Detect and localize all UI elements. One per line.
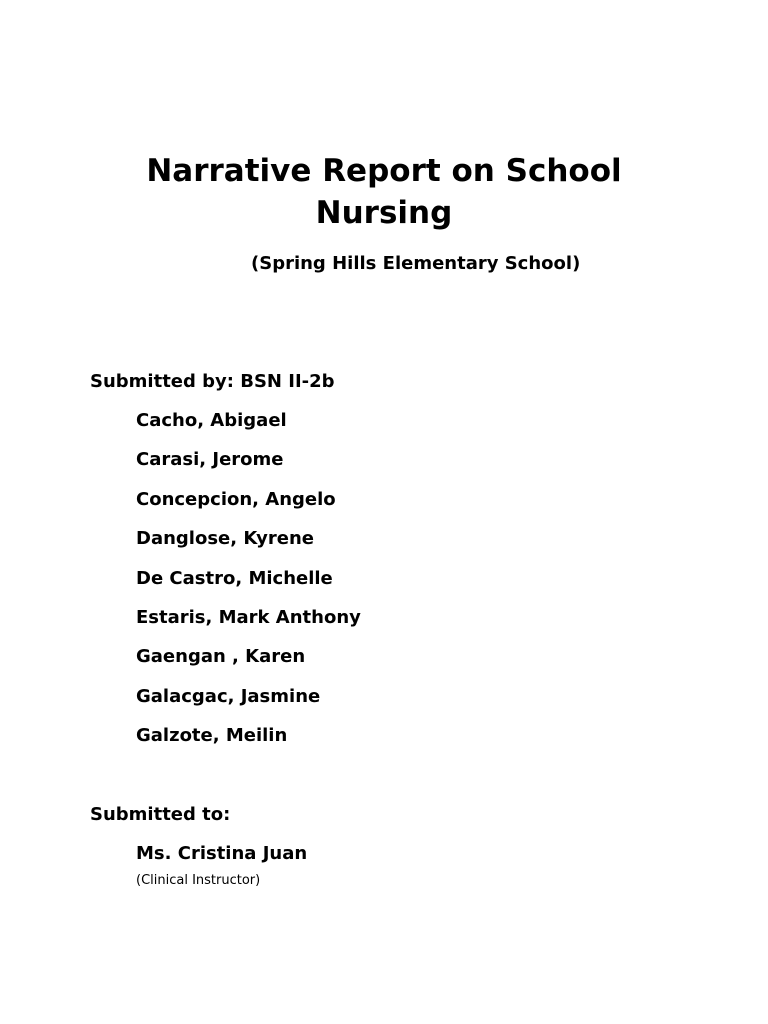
submitted-by-label: Submitted by: BSN II-2b [90,371,335,392]
document-subtitle: (Spring Hills Elementary School) [251,253,581,274]
list-item: Estaris, Mark Anthony [136,606,361,628]
list-item: De Castro, Michelle [136,567,333,589]
list-item: Cacho, Abigael [136,410,287,431]
list-item: Galzote, Meilin [136,725,288,747]
list-item: Concepcion, Angelo [136,488,336,510]
submitted-to-label: Submitted to: [90,804,231,825]
list-item: Danglose, Kyrene [136,528,314,550]
document-title: Narrative Report on School Nursing [146,153,622,231]
list-item: Carasi, Jerome [136,449,284,471]
instructor-name: Ms. Cristina Juan [136,843,308,864]
list-item: Gaengan , Karen [136,646,306,668]
list-item: Galacgac, Jasmine [136,685,321,707]
instructor-role: (Clinical Instructor) [136,873,261,888]
member-list [136,409,361,764]
